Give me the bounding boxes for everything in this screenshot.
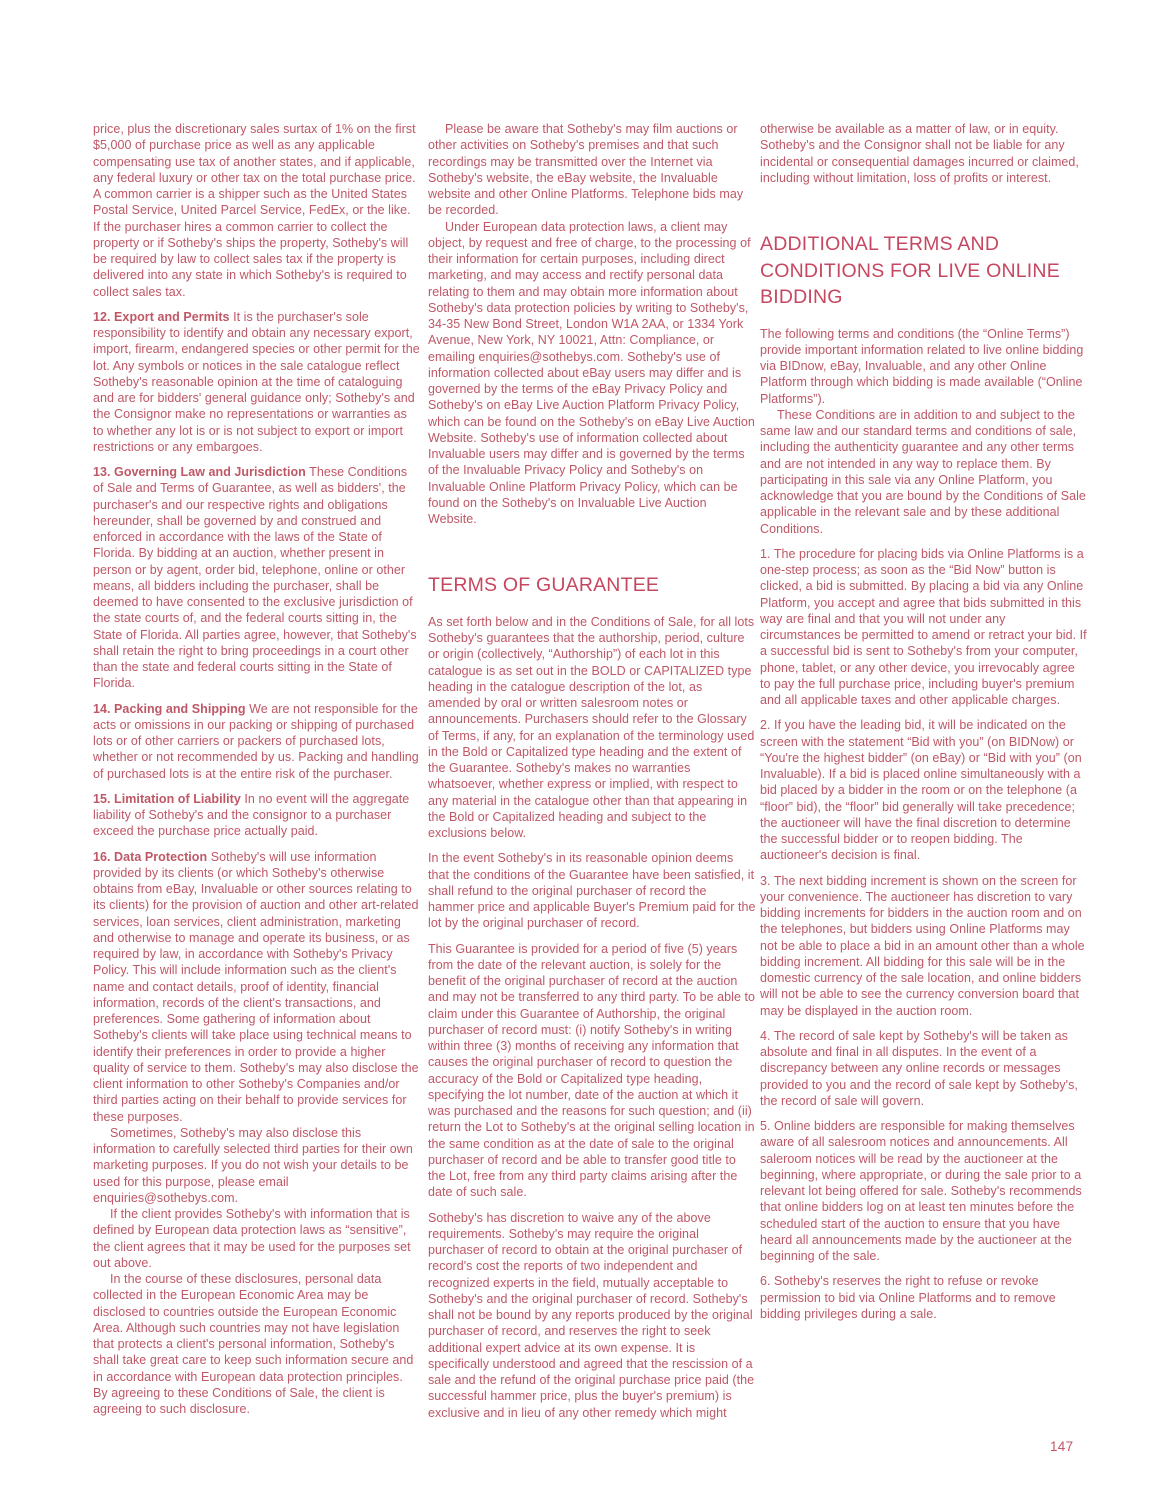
section-15-limitation-of-liability-label: 15. Limitation of Liability	[93, 791, 241, 806]
numbered-item-1-bid-procedure: 1. The procedure for placing bids via Online Platforms is a one-step process; as soon as the “Bid Now” button is clicked, a bid is submitted. By placing a bid via any Online Platform, you accept and agree that bids submitted in this way are final and that you will not under any circumstances be permitted to amend or retract your bid. If a successful bid is sent to Sotheby's from your computer, phone, tablet, or any other device, you irrevocably agree to pay the full purchase price, including buyer's premium and all applicable taxes and other applicable charges.	[760, 546, 1087, 707]
paragraph-guarantee-refund: In the event Sotheby's in its reasonable opinion deems that the conditions of the Guarantee have been satisfied, it shall refund to the original purchaser of record the hammer price and applicable Buyer's Premium paid for the lot by the original purchaser of record.	[428, 851, 756, 931]
section-14-packing-and-shipping-label: 14. Packing and Shipping	[93, 701, 246, 716]
continuation-paragraph-remedy: otherwise be available as a matter of law, or in equity. Sotheby's and the Consignor shall not be liable for any incidental or consequential damages incurred or claimed, including without limitation, loss of profits or interest.	[760, 122, 1079, 185]
numbered-item-6-refuse-revoke: 6. Sotheby's reserves the right to refuse or revoke permission to bid via Online Platforms and to remove bidding privileges during a sale.	[760, 1274, 1056, 1321]
column-right	[760, 121, 1088, 1331]
heading-additional-terms-live-online-bidding: ADDITIONAL TERMS AND CONDITIONS FOR LIVE ONLINE BIDDING	[760, 233, 1060, 308]
paragraph-third-party-marketing: Sometimes, Sotheby's may also disclose this information to carefully selected third parties for their own marketing purposes. If you do not wish your details to be used for this purpose, please email enquiries@sothebys.com.	[93, 1125, 413, 1205]
numbered-item-5-salesroom-notices: 5. Online bidders are responsible for making themselves aware of all salesroom notices and announcements. All saleroom notices will be read by the auctioneer at the beginning, where appropriate, or during the sale prior to a relevant lot being offered for sale. Sotheby's recommends that online bidders log on at least ten minutes before the scheduled start of the auction to ensure that you have heard all announcements made by the auctioneer at the beginning of the sale.	[760, 1119, 1082, 1263]
numbered-item-3-bidding-increment: 3. The next bidding increment is shown on the screen for your convenience. The auctioneer has discretion to vary bidding increments for bidders in the auction room and on the telephones, but bidders using Online Platforms may not be able to place a bid in an amount other than a whole bidding increment. All bidding for this sale will be in the domestic currency of the sale location, and online bidders will not be able to see the currency conversion board that may be displayed in the auction room.	[760, 873, 1085, 1018]
paragraph-online-terms-intro: The following terms and conditions (the “Online Terms”) provide important information related to live online bidding via BIDnow, eBay, Invaluable, and any other Online Platform through which bidding is made available (“Online Platforms”).	[760, 326, 1084, 406]
paragraph-guarantee-authorship: As set forth below and in the Conditions of Sale, for all lots Sotheby's guarantees that the authorship, period, culture or origin (collectively, “Authorship”) of each lot in this catalogue is as set out in the BOLD or CAPITALIZED type heading in the catalogue description of the lot, as amended by oral or written salesroom notes or announcements. Purchasers should refer to the Glossary of Terms, if any, for an explanation of the terminology used in the Bold or Capitalized type heading and the extent of the Guarantee. Sotheby's makes no warranties whatsoever, whether express or implied, with respect to any material in the catalogue other than that appearing in the Bold or Capitalized heading and subject to the exclusions below.	[428, 614, 755, 840]
numbered-item-2-leading-bid: 2. If you have the leading bid, it will be indicated on the screen with the statement “Bid with you” (on BIDNow) or “You're the highest bidder” (on eBay) or “Bid with you” (on Invaluable). If a bid is placed online simultaneously with a bid placed by a bidder in the room or on the telephone (a “floor” bid), the “floor” bid generally will take precedence; the auctioneer will have the final discretion to determine the successful bidder or to reopen bidding. The auctioneer's decision is final.	[760, 718, 1082, 863]
section-14-packing-and-shipping: 14. Packing and Shipping We are not responsible for the acts or omissions in our packing or shipping of purchased lots or of other carriers or packers of purchased lots, whether or not recommended by us. Packing and handling of purchased lots is at the entire risk of the purchaser.	[93, 701, 419, 781]
section-16-data-protection: 16. Data Protection Sotheby's will use information provided by its clients (or which Sotheby's otherwise obtains from eBay, Invaluable or other sources relating to its clients) for the provision of auction and other art-related services, loan services, client administration, marketing and otherwise to manage and operate its business, or as required by law, in accordance with Sotheby's Privacy Policy. This will include information such as the client's name and contact details, proof of identity, financial information, records of the client's transactions, and preferences. Some gathering of information about Sotheby's clients will take place using technical means to identify their preferences in order to provide a higher quality of service to them. Sotheby's may also disclose the client information to other Sotheby's Companies and/or third parties acting on their behalf to provide services for these purposes.	[93, 849, 419, 1124]
page-number: 147	[1050, 1439, 1074, 1454]
paragraph-filming-notice: Please be aware that Sotheby's may film auctions or other activities on Sotheby's premises and that such recordings may be transmitted over the Internet via Sotheby's website, the eBay website, the Invaluable website and other Online Platforms. Telephone bids may be recorded.	[428, 122, 744, 218]
column-left	[93, 121, 421, 1426]
section-13-governing-law-and-jurisdiction-label: 13. Governing Law and Jurisdiction	[93, 465, 306, 479]
heading-terms-of-guarantee: TERMS OF GUARANTEE	[428, 574, 660, 597]
column-middle	[428, 121, 756, 1421]
section-16-data-protection-label: 16. Data Protection	[93, 849, 208, 864]
paragraph-online-conditions-addition: These Conditions are in addition to and subject to the same law and our standard terms and conditions of sale, including the authenticity guarantee and any other terms and are not intended in any way to replace them. By participating in this sale via any Online Platform, you acknowledge that you are bound by the Conditions of Sale applicable in the relevant sale and by these additional Conditions.	[760, 407, 1086, 536]
section-13-governing-law-and-jurisdiction: 13. Governing Law and Jurisdiction These Conditions of Sale and Terms of Guarantee, as well as bidders', the purchaser's and our respective rights and obligations hereunder, shall be governed by and construed and enforced in accordance with the laws of the State of Florida. By bidding at an auction, whether present in person or by agent, order bid, telephone, online or other means, all bidders including the purchaser, shall be deemed to have consented to the exclusive jurisdiction of the state courts of, and the federal courts sitting in, the State of Florida. All parties agree, however, that Sotheby's shall retain the right to bring proceedings in a court other than the state and federal courts sitting in the State of Florida.	[93, 465, 417, 691]
section-12-export-and-permits: 12. Export and Permits It is the purchaser's sole responsibility to identify and obtain any necessary export, import, firearm, endangered species or other permit for the lot. Any symbols or notices in the sale catalogue reflect Sotheby's reasonable opinion at the time of cataloguing and are for bidders' general guidance only; Sotheby's and the Consignor make no representations or warranties as to whether any lot is or is not subject to export or import restrictions or any embargoes.	[93, 309, 420, 454]
section-12-export-and-permits-label: 12. Export and Permits	[93, 309, 230, 324]
continuation-paragraph-sales-tax: price, plus the discretionary sales surtax of 1% on the first $5,000 of purchase price as well as any applicable compensating use tax of another states, and if applicable, any federal luxury or other tax on the total purchase price. A common carrier is a shipper such as the United States Postal Service, United Parcel Service, FedEx, or the like. If the purchaser hires a common carrier to collect the property or if Sotheby's ships the property, Sotheby's will be required by law to collect sales tax if the property is delivered into any state in which Sotheby's is required to collect sales tax.	[93, 122, 416, 299]
paragraph-guarantee-waiver: Sotheby's has discretion to waive any of the above requirements. Sotheby's may require the original purchaser of record to obtain at the original purchaser of record's cost the reports of two independent and recognized experts in the field, mutually acceptable to Sotheby's and the original purchaser of record. Sotheby's shall not be bound by any reports produced by the original purchaser of record, and reserves the right to seek additional expert advice at its own expense. It is specifically understood and agreed that the rescission of a sale and the refund of the original purchase price paid (the successful hammer price, plus the buyer's premium) is exclusive and in lieu of any other remedy which might	[428, 1210, 755, 1420]
numbered-item-4-record-of-sale: 4. The record of sale kept by Sotheby's will be taken as absolute and final in all disputes. In the event of a discrepancy between any online records or messages provided to you and the record of sale kept by Sotheby's, the record of sale will govern.	[760, 1028, 1078, 1108]
paragraph-eea-disclosures: In the course of these disclosures, personal data collected in the European Economic Area may be disclosed to countries outside the European Economic Area. Although such countries may not have legislation that protects a client's personal information, Sotheby's shall take great care to keep such information secure and in accordance with European data protection principles. By agreeing to these Conditions of Sale, the client is agreeing to such disclosure.	[93, 1272, 414, 1416]
section-15-limitation-of-liability: 15. Limitation of Liability In no event will the aggregate liability of Sotheby's and the consignor to a purchaser exceed the purchase price actually paid.	[93, 791, 410, 839]
paragraph-sensitive-information: If the client provides Sotheby's with information that is defined by European data protection laws as “sensitive”, the client agrees that it may be used for the purposes set out above.	[93, 1207, 411, 1270]
paragraph-european-data-protection: Under European data protection laws, a client may object, by request and free of charge, to the processing of their information for certain purposes, including direct marketing, and may access and rectify personal data relating to them and may obtain more information about Sotheby's data protection policies by writing to Sotheby's, 34-35 New Bond Street, London W1A 2AA, or 1334 York Avenue, New York, NY 10021, Attn: Compliance, or emailing enquiries@sothebys.com. Sotheby's use of information collected about eBay users may differ and is governed by the terms of the eBay Privacy Policy and Sotheby's on eBay Live Auction Platform Privacy Policy, which can be found on the Sotheby's on eBay Live Auction Website. Sotheby's use of information collected about Invaluable users may differ and is governed by the terms of the Invaluable Privacy Policy and Sotheby's on Invaluable Online Platform Privacy Policy, which can be found on the Sotheby's on Invaluable Live Auction Website.	[428, 219, 755, 526]
paragraph-guarantee-period: This Guarantee is provided for a period of five (5) years from the date of the relevant auction, is solely for the benefit of the original purchaser of record at the auction and may not be transferred to any third party. To be able to claim under this Guarantee of Authorship, the original purchaser of record must: (i) notify Sotheby's in writing within three (3) months of receiving any information that causes the original purchaser of record to question the accuracy of the Bold or Capitalized type heading, specifying the lot number, date of the auction at which it was purchased and the reasons for such question; and (ii) return the Lot to Sotheby's at the original selling location in the same condition as at the date of sale to the original purchaser of record and be able to transfer good title to the Lot, free from any third party claims arising after the date of such sale.	[428, 941, 756, 1200]
